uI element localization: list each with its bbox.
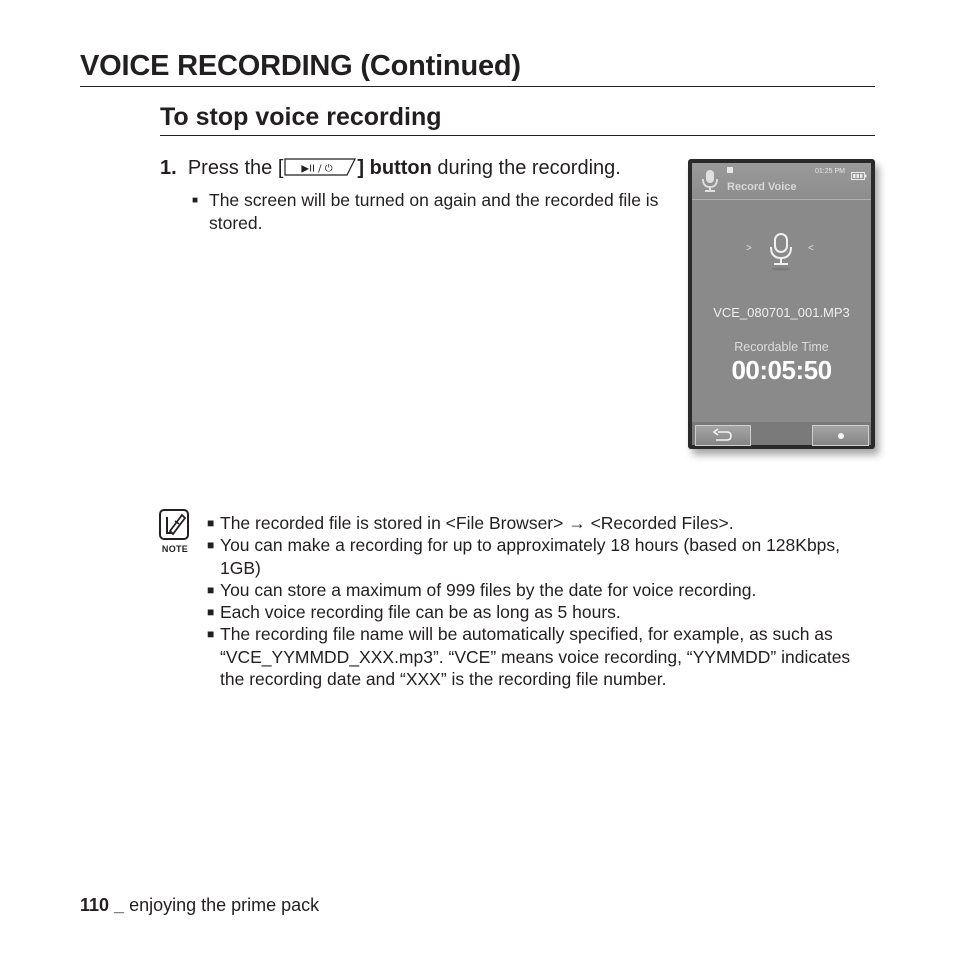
record-dot-icon <box>813 426 868 445</box>
note-label: NOTE <box>161 544 189 554</box>
note-item: ■ The recording file name will be automatically specified, for example, as such as “VCE_YYMMDD_XXX.mp3”. “VCE” means voice recording, “YYMMDD” indicates the recording date and “XXX” is the recording file number. <box>207 624 851 690</box>
recordable-time-label: Recordable Time <box>734 340 829 354</box>
heading-rule <box>80 86 875 87</box>
footer-section: enjoying the prime pack <box>124 895 320 915</box>
chevron-right-icon: > <box>746 243 752 254</box>
microphone-icon <box>700 169 720 193</box>
note-item: ■ You can make a recording for up to approximately 18 hours (based on 128Kbps, 1GB) <box>207 535 841 578</box>
back-arrow-icon <box>696 426 750 445</box>
step-number: 1. <box>160 157 177 179</box>
page-heading: VOICE RECORDING (Continued) <box>80 50 521 82</box>
step-1 <box>160 157 621 180</box>
play-pause-power-button-icon <box>283 158 357 176</box>
note-item: ■ Each voice recording file can be as long as 5 hours. <box>207 602 621 623</box>
note-item: ■ You can store a maximum of 999 files by the date for voice recording. <box>207 579 757 600</box>
record-softkey-button[interactable] <box>812 425 869 446</box>
screen-clock: 01:25 PM <box>815 168 845 175</box>
step-text-rest: during the recording. <box>431 157 621 179</box>
step-text-before: Press the [ <box>187 157 284 179</box>
bullet-square: ■ <box>192 195 199 206</box>
subbullet-text: The screen will be turned on again and the recorded file is stored. <box>209 190 659 233</box>
recording-filename: VCE_080701_001.MP3 <box>713 305 850 320</box>
back-softkey-button[interactable] <box>695 425 751 446</box>
device-screen <box>692 163 871 445</box>
record-status-icon <box>727 167 733 173</box>
page-footer <box>80 895 319 916</box>
section-rule <box>160 135 875 136</box>
step-text-button: ] button <box>357 157 432 179</box>
recordable-time-value: 00:05:50 <box>731 355 832 385</box>
section-heading: To stop voice recording <box>160 103 442 131</box>
recording-microphone-icon <box>768 232 794 272</box>
note-list <box>207 512 867 690</box>
battery-icon <box>851 167 867 175</box>
page-number: 110 _ <box>80 895 125 915</box>
note-item: ■ The recorded file is stored in <File Browser> → <Recorded Files>. <box>207 513 734 533</box>
note-icon <box>159 509 189 540</box>
svg-text:▶II / ⏻: ▶II / ⏻ <box>301 163 334 175</box>
chevron-left-icon: < <box>808 243 814 254</box>
screen-title: Record Voice <box>727 181 797 193</box>
